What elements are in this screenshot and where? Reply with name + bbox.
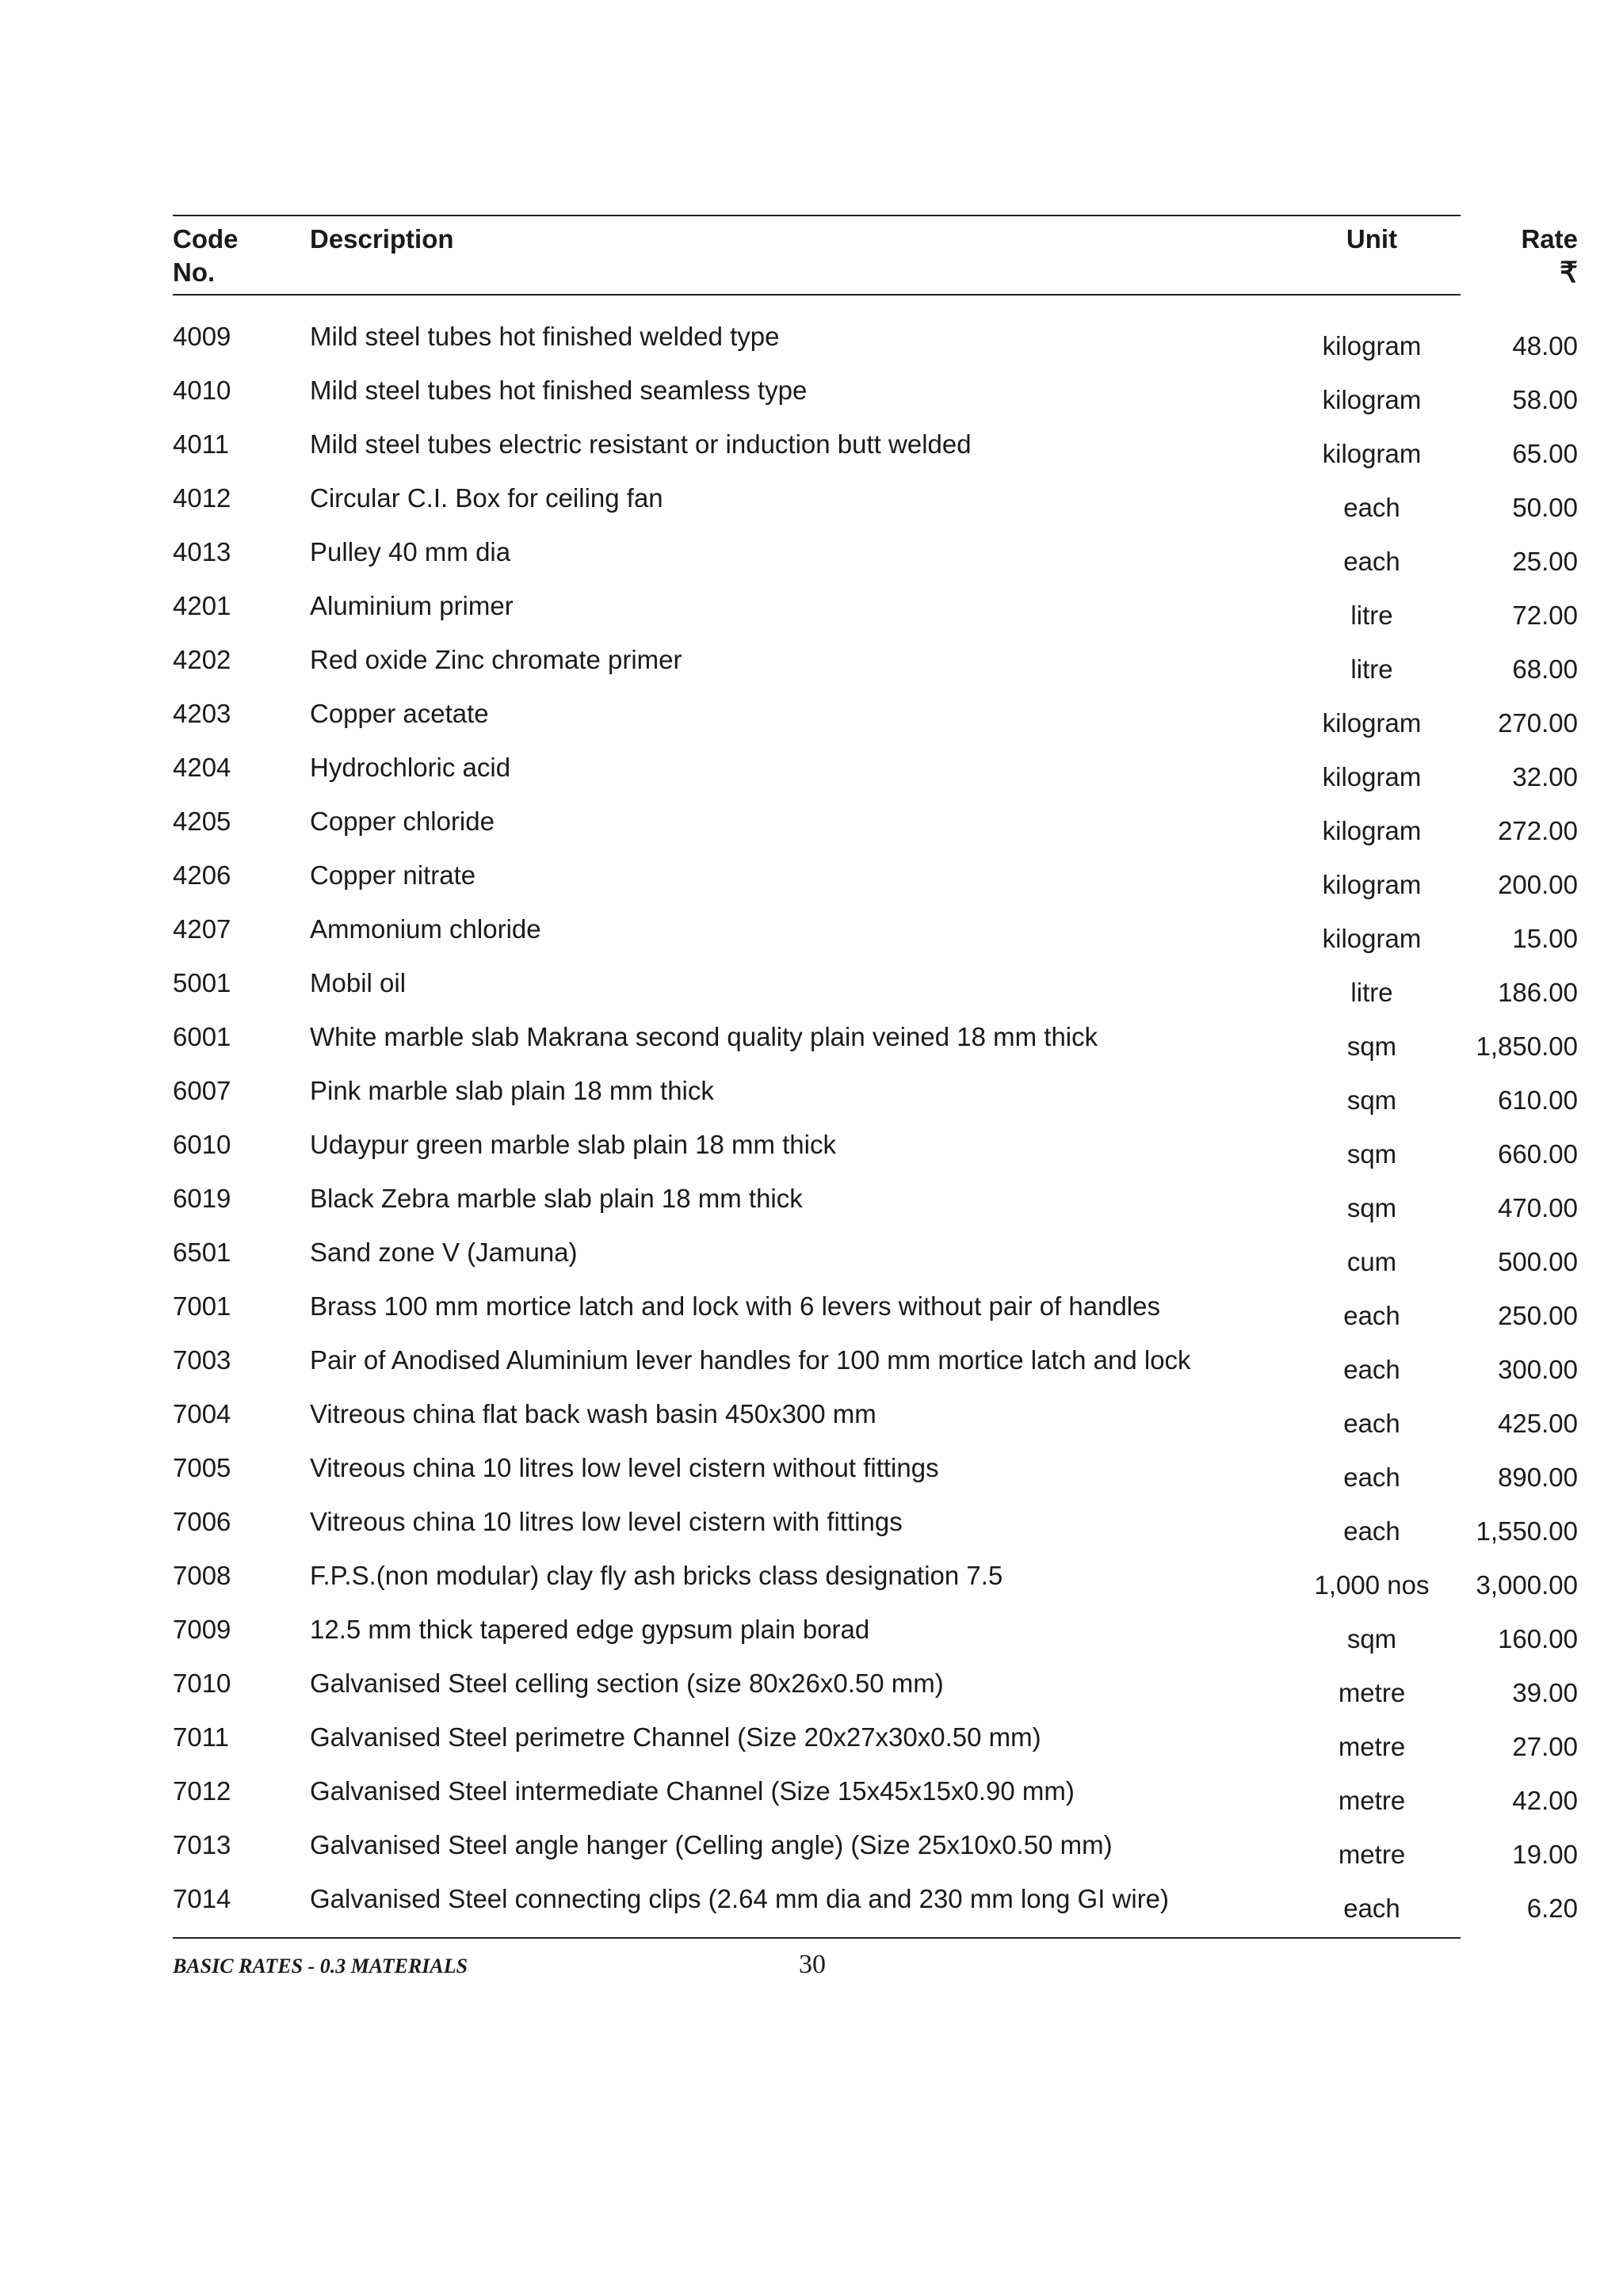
row-code: 7014: [173, 1884, 231, 1913]
row-code: 7004: [173, 1399, 231, 1428]
row-code: 4012: [173, 483, 231, 513]
rupee-symbol: ₹: [1560, 256, 1578, 288]
code-header: [173, 223, 310, 289]
row-code: 4203: [173, 699, 231, 728]
row-unit: each: [1343, 1301, 1400, 1330]
row-rate: 890.00: [1498, 1463, 1578, 1492]
row-rate: 300.00: [1498, 1355, 1578, 1384]
row-unit: each: [1343, 547, 1400, 576]
row-description: Circular C.I. Box for ceiling fan: [310, 483, 663, 513]
row-code: 7009: [173, 1615, 231, 1644]
row-description: Ammonium chloride: [310, 914, 541, 944]
table-body: [173, 296, 1578, 1934]
row-unit: sqm: [1346, 1624, 1397, 1653]
table-header: [173, 215, 1578, 296]
row-unit: sqm: [1346, 1032, 1397, 1061]
page-footer: [173, 1950, 1461, 1997]
table-row: [173, 1333, 1578, 1387]
row-code: 6007: [173, 1076, 231, 1105]
row-description: Copper chloride: [310, 807, 495, 836]
row-code: 7010: [173, 1669, 231, 1698]
row-description: Udaypur green marble slab plain 18 mm thick: [310, 1130, 836, 1159]
table-row: [173, 1549, 1578, 1603]
row-unit: litre: [1350, 654, 1393, 684]
rate-header-label: Rate: [1521, 224, 1578, 254]
row-rate: 39.00: [1512, 1678, 1578, 1707]
row-unit: sqm: [1346, 1139, 1397, 1169]
row-code: 7012: [173, 1776, 231, 1806]
footer-section-title: BASIC RATES - 0.3 MATERIALS: [173, 1955, 468, 1978]
row-rate: 32.00: [1512, 762, 1578, 791]
table-row: [173, 1280, 1578, 1333]
description-header: Description: [310, 224, 454, 254]
table-row: [173, 1064, 1578, 1118]
table-row: [173, 1172, 1578, 1226]
row-code: 5001: [173, 968, 231, 997]
row-code: 4206: [173, 860, 231, 890]
row-description: F.P.S.(non modular) clay fly ash bricks class designation 7.5: [310, 1561, 1003, 1590]
row-description: Vitreous china 10 litres low level cistern with fittings: [310, 1507, 903, 1536]
code-header-line1: Code: [173, 224, 239, 254]
row-code: 7008: [173, 1561, 231, 1590]
row-rate: 160.00: [1498, 1624, 1578, 1653]
row-unit: each: [1343, 493, 1400, 522]
row-code: 7005: [173, 1453, 231, 1482]
table-row: [173, 525, 1578, 579]
rate-header: [1443, 223, 1578, 289]
row-rate: 3,000.00: [1476, 1570, 1578, 1600]
row-code: 4010: [173, 376, 231, 405]
code-header-line2: No.: [173, 257, 216, 287]
row-unit: kilogram: [1322, 331, 1422, 360]
row-rate: 1,850.00: [1476, 1032, 1578, 1061]
row-rate: 50.00: [1512, 493, 1578, 522]
row-description: Mild steel tubes hot finished welded type: [310, 322, 780, 351]
table-row: [173, 471, 1578, 525]
row-description: Galvanised Steel intermediate Channel (Size 15x45x15x0.90 mm): [310, 1776, 1075, 1806]
row-description: Brass 100 mm mortice latch and lock with 6 levers without pair of handles: [310, 1291, 1160, 1321]
table-row: [173, 956, 1578, 1010]
unit-header: Unit: [1346, 224, 1398, 254]
row-code: 7001: [173, 1291, 231, 1321]
row-rate: 15.00: [1512, 924, 1578, 953]
row-code: 7006: [173, 1507, 231, 1536]
row-unit: kilogram: [1322, 385, 1422, 414]
table-row: [173, 1226, 1578, 1280]
row-code: 6019: [173, 1184, 231, 1213]
row-code: 4207: [173, 914, 231, 944]
row-description: 12.5 mm thick tapered edge gypsum plain borad: [310, 1615, 870, 1644]
row-unit: sqm: [1346, 1085, 1397, 1115]
row-description: Galvanised Steel celling section (size 80x26x0.50 mm): [310, 1669, 944, 1698]
row-rate: 58.00: [1512, 385, 1578, 414]
row-description: Vitreous china 10 litres low level cistern without fittings: [310, 1453, 939, 1482]
row-rate: 27.00: [1512, 1732, 1578, 1761]
row-rate: 660.00: [1498, 1139, 1578, 1169]
row-description: Copper nitrate: [310, 860, 476, 890]
row-description: Mobil oil: [310, 968, 407, 997]
row-unit: each: [1343, 1409, 1400, 1438]
row-code: 7003: [173, 1345, 231, 1375]
row-rate: 186.00: [1498, 978, 1578, 1007]
row-unit: kilogram: [1322, 708, 1422, 738]
row-description: Mild steel tubes hot finished seamless type: [310, 376, 808, 405]
row-description: Galvanised Steel perimetre Channel (Size 20x27x30x0.50 mm): [310, 1722, 1041, 1752]
table-row: [173, 687, 1578, 741]
row-rate: 250.00: [1498, 1301, 1578, 1330]
row-unit: kilogram: [1322, 439, 1422, 468]
row-rate: 48.00: [1512, 331, 1578, 360]
table-row: [173, 795, 1578, 849]
row-rate: 72.00: [1512, 601, 1578, 630]
row-description: Pulley 40 mm dia: [310, 537, 511, 566]
row-description: Pair of Anodised Aluminium lever handles for 100 mm mortice latch and lock: [310, 1345, 1191, 1375]
row-rate: 65.00: [1512, 439, 1578, 468]
table-row: [173, 364, 1578, 418]
row-unit: metre: [1338, 1678, 1406, 1707]
row-code: 4201: [173, 591, 231, 620]
row-rate: 270.00: [1498, 708, 1578, 738]
table-row: [173, 1764, 1578, 1818]
table-row: [173, 1010, 1578, 1064]
row-unit: each: [1343, 1894, 1400, 1923]
row-rate: 500.00: [1498, 1247, 1578, 1276]
row-unit: sqm: [1346, 1193, 1397, 1222]
row-unit: metre: [1338, 1732, 1406, 1761]
table-row: [173, 1387, 1578, 1441]
row-code: 4011: [173, 429, 229, 459]
row-unit: litre: [1350, 978, 1393, 1007]
table-row: [173, 1495, 1578, 1549]
row-unit: each: [1343, 1355, 1400, 1384]
row-description: Copper acetate: [310, 699, 489, 728]
table-row: [173, 579, 1578, 633]
row-rate: 25.00: [1512, 547, 1578, 576]
row-code: 4205: [173, 807, 231, 836]
row-code: 7013: [173, 1830, 231, 1859]
row-code: 4013: [173, 537, 231, 566]
row-unit: each: [1343, 1516, 1400, 1546]
row-unit: 1,000 nos: [1314, 1570, 1430, 1600]
row-unit: kilogram: [1322, 870, 1422, 899]
row-rate: 6.20: [1526, 1894, 1578, 1923]
row-unit: kilogram: [1322, 762, 1422, 791]
row-rate: 42.00: [1512, 1786, 1578, 1815]
row-description: Galvanised Steel angle hanger (Celling angle) (Size 25x10x0.50 mm): [310, 1830, 1113, 1859]
table-row: [173, 902, 1578, 956]
row-unit: kilogram: [1322, 924, 1422, 953]
row-rate: 470.00: [1498, 1193, 1578, 1222]
row-description: Galvanised Steel connecting clips (2.64 mm dia and 230 mm long GI wire): [310, 1884, 1170, 1913]
row-description: Mild steel tubes electric resistant or induction butt welded: [310, 429, 972, 459]
row-unit: kilogram: [1322, 816, 1422, 845]
row-code: 7011: [173, 1722, 229, 1752]
table-row: [173, 1872, 1578, 1926]
table-row: [173, 1441, 1578, 1495]
table-row: [173, 1657, 1578, 1711]
table-row: [173, 1603, 1578, 1657]
row-rate: 272.00: [1498, 816, 1578, 845]
row-unit: litre: [1350, 601, 1393, 630]
row-rate: 200.00: [1498, 870, 1578, 899]
row-description: Aluminium primer: [310, 591, 514, 620]
row-unit: metre: [1338, 1840, 1406, 1869]
page-number: 30: [799, 1950, 826, 1979]
table-row: [173, 418, 1578, 471]
table-row: [173, 1118, 1578, 1172]
table-row: [173, 1818, 1578, 1872]
row-description: Pink marble slab plain 18 mm thick: [310, 1076, 714, 1105]
table-row: [173, 741, 1578, 795]
row-code: 4202: [173, 645, 231, 674]
row-description: Vitreous china flat back wash basin 450x300 mm: [310, 1399, 876, 1428]
row-rate: 1,550.00: [1476, 1516, 1578, 1546]
row-rate: 425.00: [1498, 1409, 1578, 1438]
rates-table: [173, 215, 1578, 1997]
footer-rule: [173, 1937, 1461, 1939]
row-description: Hydrochloric acid: [310, 753, 511, 782]
row-code: 6501: [173, 1238, 231, 1267]
row-code: 4204: [173, 753, 231, 782]
table-row: [173, 849, 1578, 902]
table-row: [173, 1711, 1578, 1764]
row-code: 4009: [173, 322, 231, 351]
row-unit: cum: [1346, 1247, 1397, 1276]
row-unit: metre: [1338, 1786, 1406, 1815]
row-rate: 610.00: [1498, 1085, 1578, 1115]
table-row: [173, 633, 1578, 687]
row-description: Sand zone V (Jamuna): [310, 1238, 578, 1267]
row-description: Red oxide Zinc chromate primer: [310, 645, 682, 674]
row-unit: each: [1343, 1463, 1400, 1492]
row-code: 6001: [173, 1022, 231, 1051]
row-rate: 19.00: [1512, 1840, 1578, 1869]
row-code: 6010: [173, 1130, 231, 1159]
row-description: Black Zebra marble slab plain 18 mm thick: [310, 1184, 803, 1213]
row-description: White marble slab Makrana second quality plain veined 18 mm thick: [310, 1022, 1098, 1051]
table-row: [173, 310, 1578, 364]
row-rate: 68.00: [1512, 654, 1578, 684]
